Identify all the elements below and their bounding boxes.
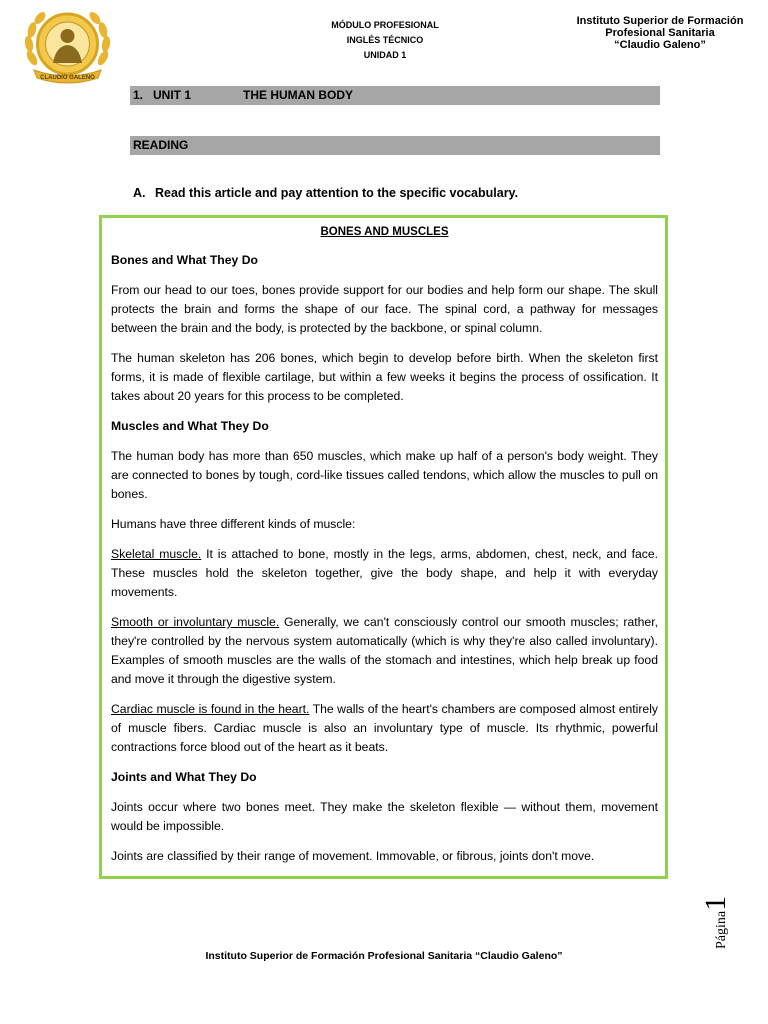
header-unit: UNIDAD 1 [363,50,407,60]
paragraph-joints-2: Joints are classified by their range of movement. Immovable, or fibrous, joints don't move. [111,849,595,863]
article-title: BONES AND MUSCLES [320,226,449,238]
page-number [690,870,740,950]
unit-title: THE HUMAN BODY [243,88,353,102]
institute-logo [20,8,115,88]
paragraph-bones-2: The human skeleton has 206 bones, which begin to develop before birth. When the skeleton first forms, it is made of flexible cartilage, but within a few weeks it begins the process of ossification. It takes about 20 years for this process to be completed. [111,351,658,403]
reading-heading-bar [130,136,660,155]
paragraph-smooth [111,613,658,689]
instruction [133,186,518,200]
header-institute-line-2: Profesional Sanitaria [605,27,715,39]
paragraph-bones-1: From our head to our toes, bones provide support for our bodies and help form our shape. The skull protects the brain and forms the shape of our face. The spinal cord, a pathway for messages between the brain and the body, is protected by the backbone, or spinal column. [111,283,658,335]
heading-bones: Bones and What They Do [111,253,258,267]
header-module: MÓDULO PROFESIONAL [331,20,439,30]
reading-label: READING [133,138,189,152]
paragraph-skeletal [111,545,658,602]
smooth-text: Generally, we can't consciously control our smooth muscles; rather, they're controlled by the nervous system automatically (which is why they're also called involuntary). Examples of smooth muscles are the walls of the stomach and intestines, which help break up food and move it through the digestive system. [111,615,658,686]
page-word: Página [714,910,729,949]
skeletal-text: It is attached to bone, mostly in the legs, arms, abdomen, chest, neck, and face. These muscles hold the skeleton together, give the body shape, and help it with everyday movements. [111,547,659,599]
header-module-info [300,18,470,63]
smooth-label: Smooth or involuntary muscle. [111,615,280,629]
unit-number: 1. UNIT 1 [133,88,192,102]
header-institute-line-1: Instituto Superior de Formación [576,15,744,27]
instruction-letter: A. [133,186,146,200]
paragraph-muscles-1: The human body has more than 650 muscles, which make up half of a person's body weight. They are connected to bones by tough, cord-like tissues called tendons, which allow the muscles to pull on bones. [111,449,658,501]
paragraph-joints-1: Joints occur where two bones meet. They make the skeleton flexible — without them, movement would be impossible. [111,800,658,833]
paragraph-muscles-2: Humans have three different kinds of muscle: [111,517,356,531]
cardiac-text: The walls of the heart's chambers are composed almost entirely of muscle fibers. Cardiac muscle is also an involuntary type of muscle. Its rhythmic, powerful contractions force blood out of the heart as it beats. [111,702,659,754]
instruction-text: Read this article and pay attention to the specific vocabulary. [155,186,519,200]
heading-joints: Joints and What They Do [111,770,257,784]
footer: Instituto Superior de Formación Profesional Sanitaria “Claudio Galeno” [205,950,563,962]
paragraph-cardiac [111,700,658,757]
article-box [99,215,668,879]
cardiac-label: Cardiac muscle is found in the heart. [111,702,310,716]
skeletal-label: Skeletal muscle. [111,547,202,561]
logo-text: CLAUDIO GALENO [40,75,95,81]
heading-muscles: Muscles and What They Do [111,419,269,433]
header-institute [575,15,745,51]
header-subject: INGLÉS TÉCNICO [346,35,424,45]
header-institute-line-3: “Claudio Galeno” [614,39,706,51]
page-digit: 1 [699,895,732,911]
unit-heading-bar [130,86,660,105]
